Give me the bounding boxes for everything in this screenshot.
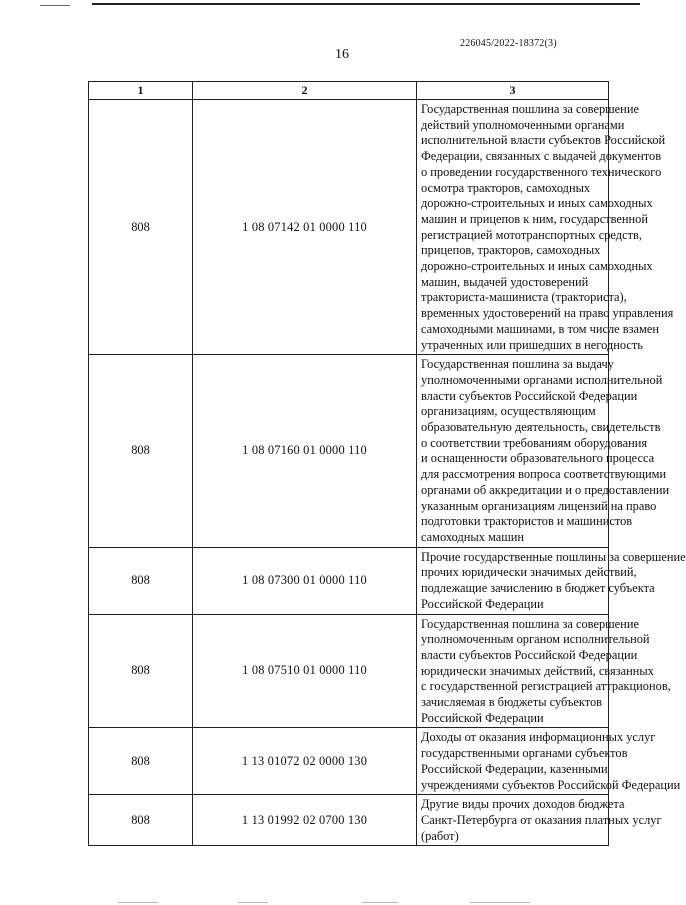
description-line: учреждениями субъектов Российской Федерации <box>421 777 681 792</box>
revenue-description <box>417 795 662 846</box>
scan-bottom-mark <box>238 902 268 903</box>
description-line: осмотра тракторов, самоходных <box>421 180 591 195</box>
description-line: исполнительной власти субъектов Российской <box>421 133 666 148</box>
description-line: уполномоченными органами исполнительной <box>421 372 663 387</box>
description-line: Доходы от оказания информационных услуг <box>421 730 656 745</box>
description-line: Государственная пошлина за совершение <box>421 616 639 631</box>
description-line: власти субъектов Российской Федерации <box>421 388 638 403</box>
description-line: органами об аккредитации и о предоставлении <box>421 482 670 497</box>
description-line: дорожно-строительных и иных самоходных <box>421 259 653 274</box>
table-row <box>89 355 609 547</box>
administrator-code: 808 <box>89 100 193 355</box>
administrator-code: 808 <box>89 614 193 728</box>
administrator-code: 808 <box>89 547 193 614</box>
revenue-classification-code: 1 08 07160 01 0000 110 <box>193 355 417 547</box>
revenue-description <box>417 355 670 547</box>
revenue-description <box>417 100 674 355</box>
description-line: Российской Федерации <box>421 710 544 725</box>
table-row <box>89 728 609 795</box>
scan-top-rule <box>92 3 640 5</box>
revenue-description <box>417 728 681 795</box>
description-line: подлежащие зачислению в бюджет субъекта <box>421 581 655 596</box>
scan-top-rule-fragment <box>40 5 70 6</box>
description-line: машин, выдачей удостоверений <box>421 274 589 289</box>
description-line: образовательную деятельность, свидетельств <box>421 420 661 435</box>
revenue-description <box>417 614 671 728</box>
description-line: (работ) <box>421 828 459 843</box>
description-line: государственными органами субъектов <box>421 746 628 761</box>
table-header-row <box>89 82 609 100</box>
description-line: дорожно-строительных и иных самоходных <box>421 196 653 211</box>
revenue-description <box>417 547 686 614</box>
description-line: Прочие государственные пошлины за совершение <box>421 549 686 564</box>
description-line: действий уполномоченными органами <box>421 117 625 132</box>
description-line: Другие виды прочих доходов бюджета <box>421 797 625 812</box>
description-line: власти субъектов Российской Федерации <box>421 647 638 662</box>
description-line: Санкт-Петербурга от оказания платных услуг <box>421 812 662 827</box>
description-line: Государственная пошлина за совершение <box>421 102 639 116</box>
column-header-1: 1 <box>89 82 193 100</box>
description-line: самоходных машин <box>421 529 525 544</box>
description-line: Российской Федерации, казенными <box>421 761 608 776</box>
description-line: машин и прицепов к ним, государственной <box>421 211 648 226</box>
description-line: утраченных или пришедших в негодность <box>421 337 643 352</box>
description-line: о соответствии требованиям оборудования <box>421 435 648 450</box>
revenue-codes-table <box>88 81 686 846</box>
description-line: временных удостоверений на право управления <box>421 306 674 321</box>
scan-bottom-mark <box>118 902 158 903</box>
description-line: Государственная пошлина за выдачу <box>421 357 614 372</box>
revenue-classification-code: 1 08 07300 01 0000 110 <box>193 547 417 614</box>
description-line: юридически значимых действий, связанных <box>421 663 654 678</box>
scan-bottom-mark <box>470 902 530 903</box>
description-line: зачисляемая в бюджеты субъектов <box>421 695 603 710</box>
revenue-classification-code: 1 08 07510 01 0000 110 <box>193 614 417 728</box>
table-row <box>89 795 609 846</box>
table-row <box>89 547 609 614</box>
description-line: прочих юридически значимых действий, <box>421 565 637 580</box>
description-line: Российской Федерации <box>421 596 544 611</box>
description-line: с государственной регистрацией аттракционов, <box>421 679 671 694</box>
administrator-code: 808 <box>89 795 193 846</box>
administrator-code: 808 <box>89 355 193 547</box>
description-line: самоходными машинами, в том числе взамен <box>421 321 659 336</box>
description-line: Федерации, связанных с выдачей документов <box>421 149 662 164</box>
column-header-2: 2 <box>193 82 417 100</box>
page-number: 16 <box>335 47 349 62</box>
table-row <box>89 100 609 355</box>
administrator-code: 808 <box>89 728 193 795</box>
revenue-classification-code: 1 13 01992 02 0700 130 <box>193 795 417 846</box>
scan-bottom-mark <box>362 902 398 903</box>
revenue-classification-code: 1 08 07142 01 0000 110 <box>193 100 417 355</box>
description-line: уполномоченным органом исполнительной <box>421 632 650 647</box>
column-header-3: 3 <box>417 82 609 100</box>
description-line: указанным организациям лицензий на право <box>421 498 657 513</box>
document-number: 226045/2022-18372(3) <box>460 38 557 49</box>
description-line: тракториста-машиниста (тракториста), <box>421 290 627 305</box>
description-line: организациям, осуществляющим <box>421 404 596 419</box>
description-line: о проведении государственного технического <box>421 164 662 179</box>
description-line: прицепов, тракторов, самоходных <box>421 243 601 258</box>
table-row <box>89 614 609 728</box>
description-line: для рассмотрения вопроса соответствующими <box>421 467 667 482</box>
description-line: регистрацией мототранспортных средств, <box>421 227 642 242</box>
description-line: и оснащенности образовательного процесса <box>421 451 655 466</box>
revenue-classification-code: 1 13 01072 02 0000 130 <box>193 728 417 795</box>
description-line: подготовки трактористов и машинистов <box>421 514 633 529</box>
